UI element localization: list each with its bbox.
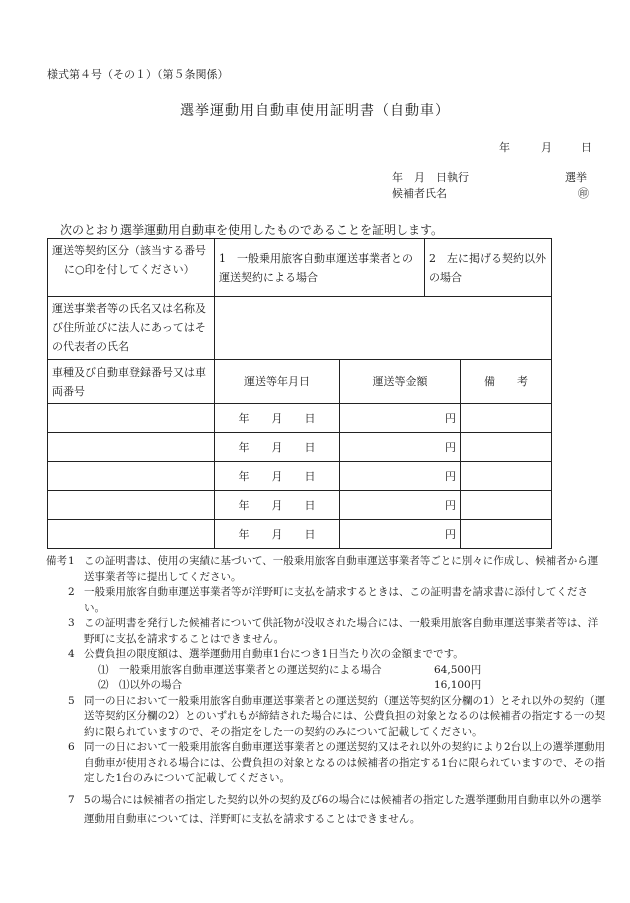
note-text: この証明書を発行した候補者について供託物が没収された場合には、一般乗用旅客自動車運送事業者等は、洋野町に支払を請求することはできません。 xyxy=(84,617,599,645)
subitem-text: ⑴ 一般乗用旅客自動車運送事業者との運送契約による場合 xyxy=(98,663,382,676)
date-field[interactable]: 年 月 日 xyxy=(215,462,340,491)
contract-option-1[interactable]: 1 一般乗用旅客自動車運送事業者との運送契約による場合 xyxy=(215,239,425,297)
date-field[interactable]: 年 月 日 xyxy=(215,491,340,520)
amount-field[interactable]: 円 xyxy=(340,491,461,520)
note-number: 4 xyxy=(68,648,75,660)
date-month: 月 xyxy=(541,141,552,154)
notes-section xyxy=(46,554,606,829)
note-text: 5の場合には候補者の指定した契約以外の契約及び6の場合には候補者の指定した選挙運動用自動車以外の選挙運動用自動車については、洋野町に支払を請求することはできません。 xyxy=(84,793,602,825)
remarks-field[interactable] xyxy=(461,433,552,462)
col-remarks-header: 備 考 xyxy=(461,360,552,404)
col-amount-header: 運送等金額 xyxy=(340,360,461,404)
amount-field[interactable]: 円 xyxy=(340,404,461,433)
operator-name-field[interactable] xyxy=(215,297,552,360)
certification-statement: 次のとおり選挙運動用自動車を使用したものであることを証明します。 xyxy=(60,223,444,237)
note-number: 6 xyxy=(68,741,75,753)
document-title: 選挙運動用自動車使用証明書（自動車） xyxy=(180,103,450,119)
seal-mark: ㊞ xyxy=(578,187,589,200)
subitem-amount: 16,100円 xyxy=(434,679,482,691)
vehicle-field[interactable] xyxy=(48,491,215,520)
date-field[interactable]: 年 月 日 xyxy=(215,520,340,549)
certificate-table xyxy=(47,238,552,549)
form-number: 様式第４号（その１）（第５条関係） xyxy=(47,68,229,81)
remarks-field[interactable] xyxy=(461,491,552,520)
note-text: 公費負担の限度額は、選挙運動用自動車1台につき1日当たり次の金額までです。 xyxy=(84,648,464,660)
operator-name-label: 運送事業者等の氏名又は名称及び住所並びに法人にあってはその代表者の氏名 xyxy=(48,297,215,360)
contract-option-2[interactable]: 2 左に掲げる契約以外の場合 xyxy=(425,239,552,297)
note-item xyxy=(46,647,606,663)
election-label: 選挙 xyxy=(565,171,587,184)
remarks-field[interactable] xyxy=(461,462,552,491)
note-item xyxy=(46,740,606,787)
vehicle-field[interactable] xyxy=(48,520,215,549)
date-field[interactable]: 年 月 日 xyxy=(215,433,340,462)
note-item xyxy=(46,554,606,585)
note-item xyxy=(46,616,606,647)
subitem-amount: 64,500円 xyxy=(434,663,482,676)
vehicle-field[interactable] xyxy=(48,404,215,433)
col-date-header: 運送等年月日 xyxy=(215,360,340,404)
note-number: 3 xyxy=(68,617,75,629)
note-number: 1 xyxy=(68,555,75,567)
amount-field[interactable]: 円 xyxy=(340,462,461,491)
remarks-field[interactable] xyxy=(461,404,552,433)
note-number: 2 xyxy=(68,586,75,598)
date-field[interactable]: 年 月 日 xyxy=(215,404,340,433)
note-text: 同一の日において一般乗用旅客自動車運送事業者との運送契約（運送等契約区分欄の1）とそれ以外の契約（運送等契約区分欄の2）とのいずれもが締結された場合には、公費負担の対象となるのは候補者の指定する一の契約に限られていますので、その指定をした一の契約のみについて記載してください。 xyxy=(84,694,606,738)
note-number: 7 xyxy=(68,793,75,806)
amount-field[interactable]: 円 xyxy=(340,520,461,549)
vehicle-field[interactable] xyxy=(48,462,215,491)
date-day: 日 xyxy=(581,141,592,154)
remarks-field[interactable] xyxy=(461,520,552,549)
notes-heading: 備考 xyxy=(46,555,67,567)
note-text: この証明書は、使用の実績に基づいて、一般乗用旅客自動車運送事業者等ごとに別々に作成し、候補者から運送事業者等に提出してください。 xyxy=(84,555,599,583)
contract-type-label: 運送等契約区分（該当する番号に○印を付してください） xyxy=(48,239,215,297)
amount-field[interactable]: 円 xyxy=(340,433,461,462)
vehicle-label: 車種及び自動車登録番号又は車両番号 xyxy=(48,360,215,404)
note-text: 一般乗用旅客自動車運送事業者等が洋野町に支払を請求するときは、この証明書を請求書に添付してください。 xyxy=(84,586,588,614)
candidate-name-label: 候補者氏名 xyxy=(392,187,447,200)
note-text: 同一の日において一般乗用旅客自動車運送事業者との運送契約又はそれ以外の契約により2台以上の選挙運動用自動車が使用される場合には、公費負担の対象となるのは候補者の指定する1台に限られていますので、その指定した1台のみについて記載してください。 xyxy=(84,741,606,784)
note-subitem xyxy=(46,678,606,694)
vehicle-field[interactable] xyxy=(48,433,215,462)
note-item xyxy=(46,585,606,616)
execution-date-label: 年 月 日執行 xyxy=(392,171,469,184)
subitem-text: ⑵ ⑴以外の場合 xyxy=(98,679,182,691)
note-number: 5 xyxy=(68,694,75,707)
note-subitem xyxy=(46,663,606,679)
note-item xyxy=(46,791,606,829)
date-year: 年 xyxy=(499,141,510,154)
note-item xyxy=(46,694,606,741)
